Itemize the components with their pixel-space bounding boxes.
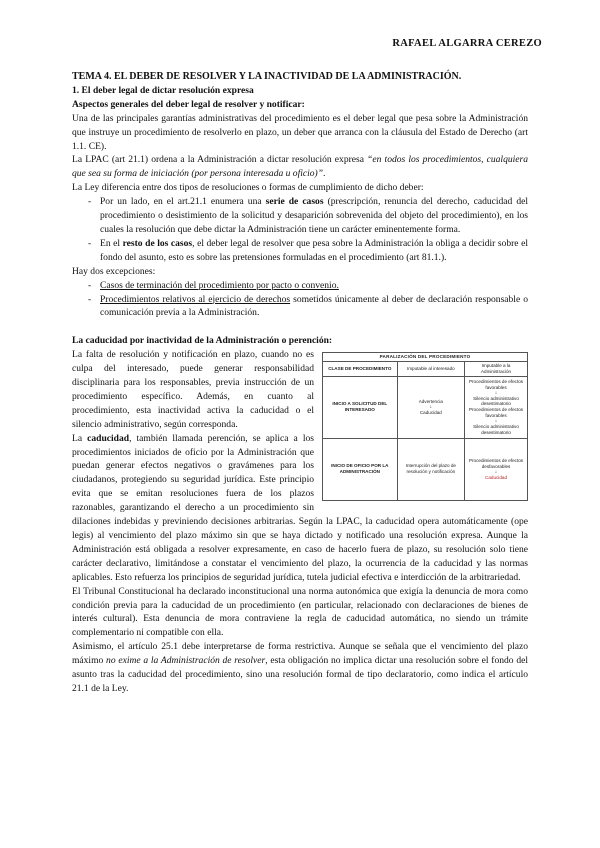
resolution-types-list <box>72 195 528 265</box>
paragraph: Hay dos excepciones: <box>72 265 156 277</box>
paragraph: La falta de resolución y notificación en plazo, cuando no es culpa del interesado, puede generar responsabilidad disciplinaria para los responsables, previa instrucción de un procedimiento específico. Además, en cuanto al procedimiento, esta inactividad activa la caducidad o el silencio administrativo, según corresponda. <box>72 349 314 430</box>
section-heading: La caducidad por inactividad de la Administración o perención: <box>72 335 333 347</box>
paragraph: La caducidad, también llamada perención, se aplica a los procedimientos iniciados de oficio por la Administración que puedan generar efectos negativos o gravámenes para los ciudadanos, protegiendo su seguridad jurídica. Este principio evita que se emitan resoluciones fuera de los plazos razonables, garantizando el derecho a un procedimiento sin dilaciones indebidas y previniendo decisiones arbitrarias. Según la LPAC, la caducidad opera automáticamente (ope legis) al vencimiento del plazo máximo sin que se haya dictado y notificado una resolución expresa. Aunque la Administración está obligada a resolver expresamente, en caso de hacerlo fuera de plazo, su resolución solo tiene carácter declarativo, limitándose a constatar el vencimiento del plazo, la ocurrencia de la caducidad y las normas aplicables. Esto refuerza los principios de seguridad jurídica, tutela judicial efectiva e interdicción de la arbitrariedad. <box>72 432 528 583</box>
diagram-row-label: INICIO DE OFICIO POR LA ADMINISTRACIÓN <box>323 438 398 500</box>
list-item: - Casos de terminación del procedimiento por pacto o convenio. <box>88 279 528 293</box>
paragraph: Una de las principales garantías administrativas del procedimiento es el deber legal que pesa sobre la Administración que instruye un procedimiento de resolverlo en plazo, un deber que arranca con la cláusula del Estado de Derecho (art 1.1. CE). <box>72 112 528 152</box>
paragraph: El Tribunal Constitucional ha declarado inconstitucional una norma autonómica que exigía la denuncia de mora como condición previa para la caducidad de un procedimiento (en particular, relacionado con declaraciones de bienes de interés cultural). Esta denuncia de mora contraviene la regla de caducidad automática, no siendo un trámite complementario ni compatible con ella. <box>72 585 528 639</box>
list-item: - Procedimientos relativos al ejercicio de derechos sometidos únicamente al deber de declaración responsable o comunicación previa a la Administración. <box>88 293 528 321</box>
section-heading: 1. El deber legal de dictar resolución expresa <box>72 84 254 96</box>
diagram-col-header: CLASE DE PROCEDIMIENTO <box>323 362 398 377</box>
subsection-heading: Aspectos generales del deber legal de resolver y notificar: <box>72 98 305 110</box>
paragraph: La LPAC (art 21.1) ordena a la Administración a dictar resolución expresa “en todos los procedimientos, cualquiera que sea su forma de iniciación (por persona interesada u oficio)”. <box>72 154 528 180</box>
paralysis-diagram <box>322 352 528 504</box>
paragraph: La Ley diferencia entre dos tipos de resoluciones o formas de cumplimiento de dicho deber: <box>72 182 424 194</box>
diagram-flow: Advertencia ↓ Caducidad <box>397 376 464 438</box>
diagram-col-header: Imputable al interesado <box>397 362 464 377</box>
diagram-flow: Procedimientos de efectos desfavorables ↓ Caducidad <box>465 438 528 500</box>
list-item: - Por un lado, en el art.21.1 enumera una serie de casos (prescripción, renuncia del derecho, caducidad del procedimiento o desistimiento de la solicitud y desaparición sobrevenida del objeto del procedimiento), en los cuales la resolución que debe dictar la Administración tiene un carácter eminentemente forma. <box>88 195 528 237</box>
diagram-flow: Procedimientos de efectos favorables ↓ Silencio administrativo desestimatorio Procedimientos de efectos favorables ↓ Silencio administrativo desestimatorio <box>465 376 528 438</box>
list-item: - En el resto de los casos, el deber legal de resolver que pesa sobre la Administración la obliga a decidir sobre el fondo del asunto, esto es sobre las pretensiones formuladas en el procedimiento (art 81.1.). <box>88 237 528 265</box>
author-header: RAFAEL ALGARRA CEREZO <box>392 38 542 49</box>
exceptions-list <box>72 279 528 321</box>
diagram-cell: Interrupción del plazo de resolución y notificación <box>397 438 464 500</box>
diagram-col-header: Imputable a la Administración <box>465 362 528 377</box>
chapter-title: TEMA 4. EL DEBER DE RESOLVER Y LA INACTIVIDAD DE LA ADMINISTRACIÓN. <box>72 71 462 82</box>
diagram-title: PARALIZACIÓN DEL PROCEDIMIENTO <box>323 353 528 362</box>
document-body <box>72 70 528 696</box>
diagram-row-label: INICIO A SOLICITUD DEL INTERESADO <box>323 376 398 438</box>
paragraph: Asimismo, el artículo 25.1 debe interpretarse de forma restrictiva. Aunque se señala que el vencimiento del plazo máximo no exime a la Administración de resolver, esta obligación no implica dictar una resolución sobre el fondo del asunto tras la caducidad del procedimiento, sino una resolución formal de tipo declaratorio, como indica el artículo 21.1 de la Ley. <box>72 641 528 694</box>
